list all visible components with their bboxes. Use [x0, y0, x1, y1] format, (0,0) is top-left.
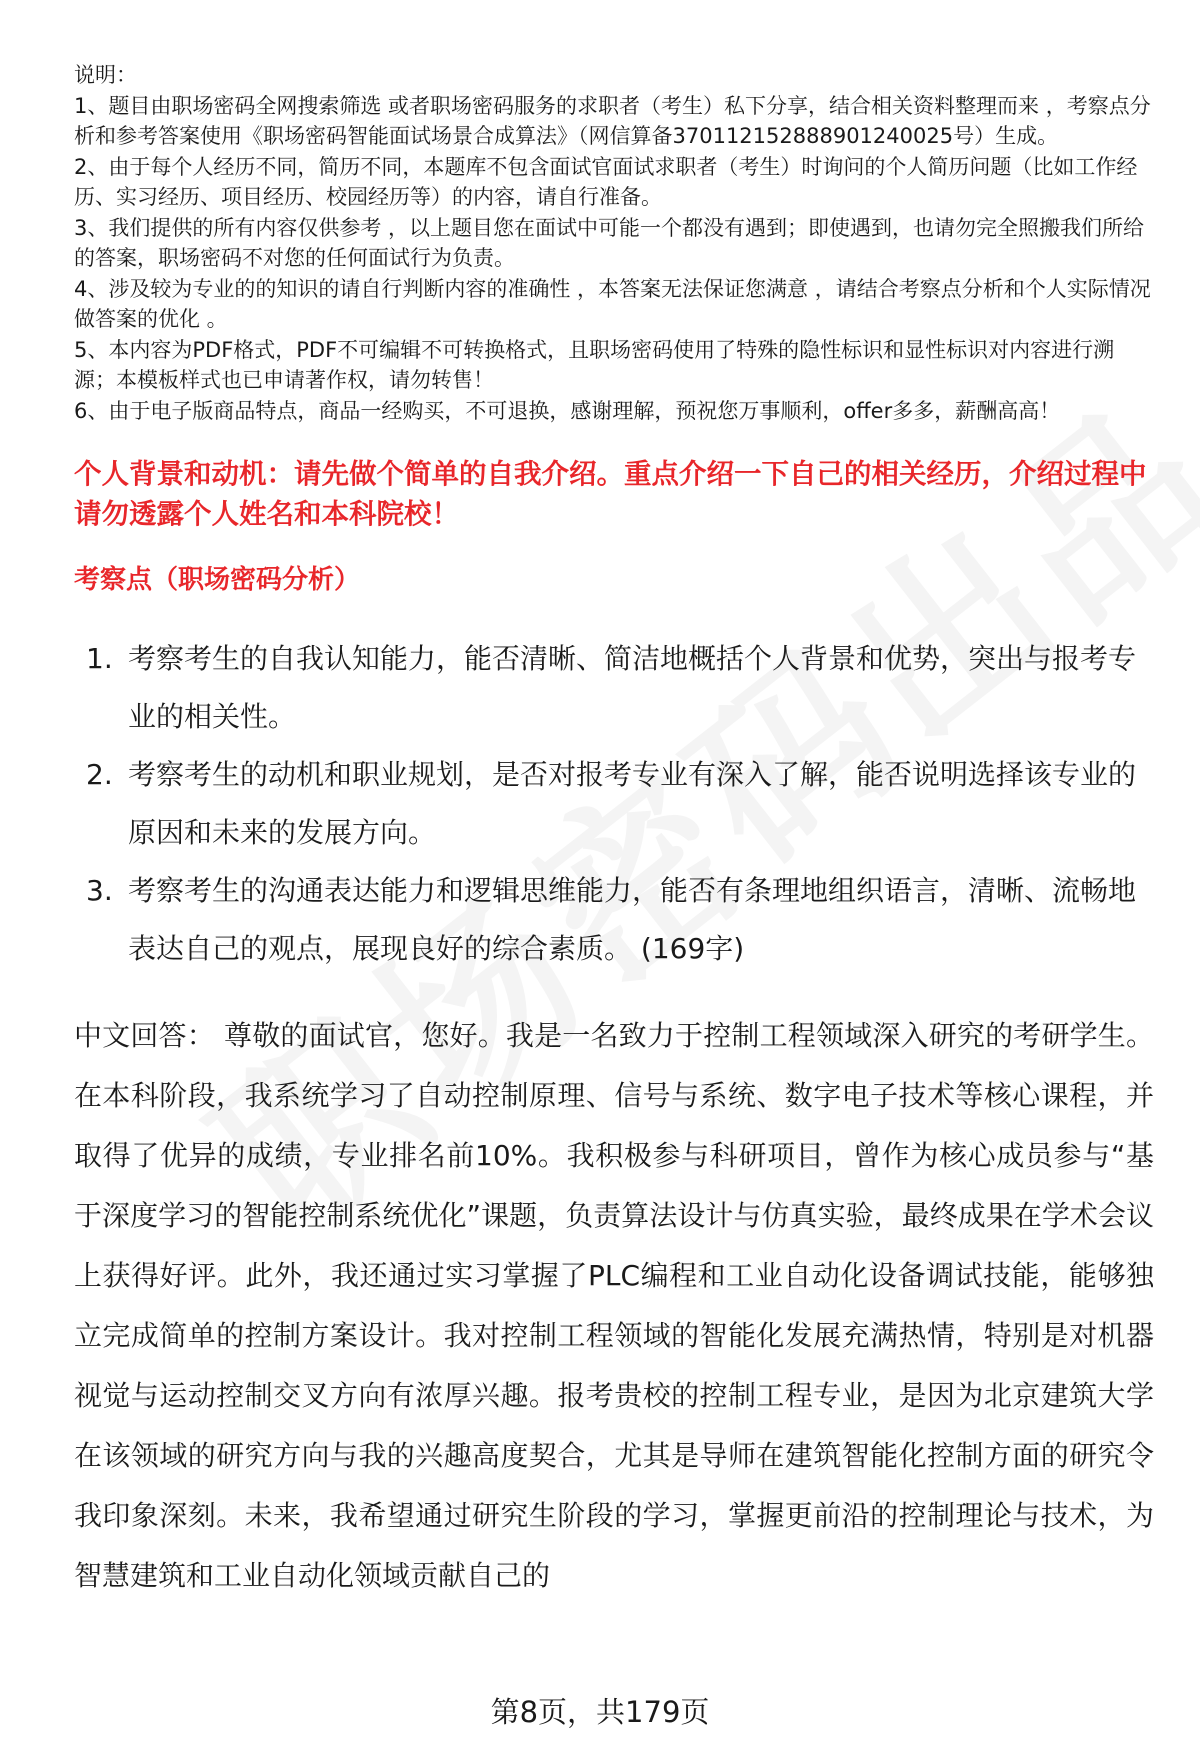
notes-section	[74, 60, 1154, 426]
analysis-point	[74, 630, 1154, 746]
analysis-heading: 考察点（职场密码分析）	[74, 565, 361, 595]
notes-title: 说明：	[74, 63, 137, 87]
note-item-4: 4、涉及较为专业的的知识的请自行判断内容的准确性 ，本答案无法保证您满意 ，请结合考察点分析和个人实际情况做答案的优化 。	[74, 276, 1151, 331]
point-text: 考察考生的自我认知能力，能否清晰、简洁地概括个人背景和优势，突出与报考专业的相关性。	[128, 642, 1137, 733]
analysis-point	[74, 746, 1154, 862]
point-number: 3.	[86, 874, 113, 907]
analysis-list	[74, 630, 1154, 978]
note-item-2: 2、由于每个人经历不同，简历不同，本题库不包含面试官面试求职者（考生）时询问的个人简历问题（比如工作经历、实习经历、项目经历、校园经历等）的内容，请自行准备。	[74, 154, 1138, 209]
note-item-3: 3、我们提供的所有内容仅供参考 ，以上题目您在面试中可能一个都没有遇到；即使遇到，也请勿完全照搬我们所给的答案，职场密码不对您的任何面试行为负责。	[74, 215, 1145, 270]
answer-paragraph: 中文回答： 尊敬的面试官，您好。我是一名致力于控制工程领域深入研究的考研学生。在本科阶段，我系统学习了自动控制原理、信号与系统、数字电子技术等核心课程，并取得了优异的成绩，专业排名前10%。我积极参与科研项目，曾作为核心成员参与“基于深度学习的智能控制系统优化”课题，负责算法设计与仿真实验，最终成果在学术会议上获得好评。此外，我还通过实习掌握了PLC编程和工业自动化设备调试技能，能够独立完成简单的控制方案设计。我对控制工程领域的智能化发展充满热情，特别是对机器视觉与运动控制交叉方向有浓厚兴趣。报考贵校的控制工程专业，是因为北京建筑大学在该领域的研究方向与我的兴趣高度契合，尤其是导师在建筑智能化控制方面的研究令我印象深刻。未来，我希望通过研究生阶段的学习，掌握更前沿的控制理论与技术，为智慧建筑和工业自动化领域贡献自己的	[74, 1019, 1154, 1592]
note-item-6: 6、由于电子版商品特点，商品一经购买，不可退换，感谢理解，预祝您万事顺利，offer多多，薪酬高高！	[74, 398, 1061, 423]
point-number: 2.	[86, 758, 113, 791]
note-item-1: 1、题目由职场密码全网搜索筛选 或者职场密码服务的求职者（考生）私下分享，结合相关资料整理而来 ，考察点分析和参考答案使用《职场密码智能面试场景合成算法》（网信算备370112152888901240025号）生成。	[74, 93, 1151, 148]
question-heading: 个人背景和动机：请先做个简单的自我介绍。重点介绍一下自己的相关经历，介绍过程中请勿透露个人姓名和本科院校！	[74, 458, 1147, 530]
point-text: 考察考生的动机和职业规划，是否对报考专业有深入了解，能否说明选择该专业的原因和未来的发展方向。	[128, 758, 1137, 849]
point-text: 考察考生的沟通表达能力和逻辑思维能力，能否有条理地组织语言，清晰、流畅地表达自己的观点，展现良好的综合素质。 (169字)	[128, 874, 1137, 965]
page-number: 第8页，共179页	[490, 1695, 710, 1729]
analysis-point	[74, 862, 1154, 978]
note-item-5: 5、本内容为PDF格式，PDF不可编辑不可转换格式，且职场密码使用了特殊的隐性标识和显性标识对内容进行溯源；本模板样式也已申请著作权，请勿转售！	[74, 337, 1115, 392]
document-page	[74, 60, 1154, 1606]
point-number: 1.	[86, 642, 113, 675]
